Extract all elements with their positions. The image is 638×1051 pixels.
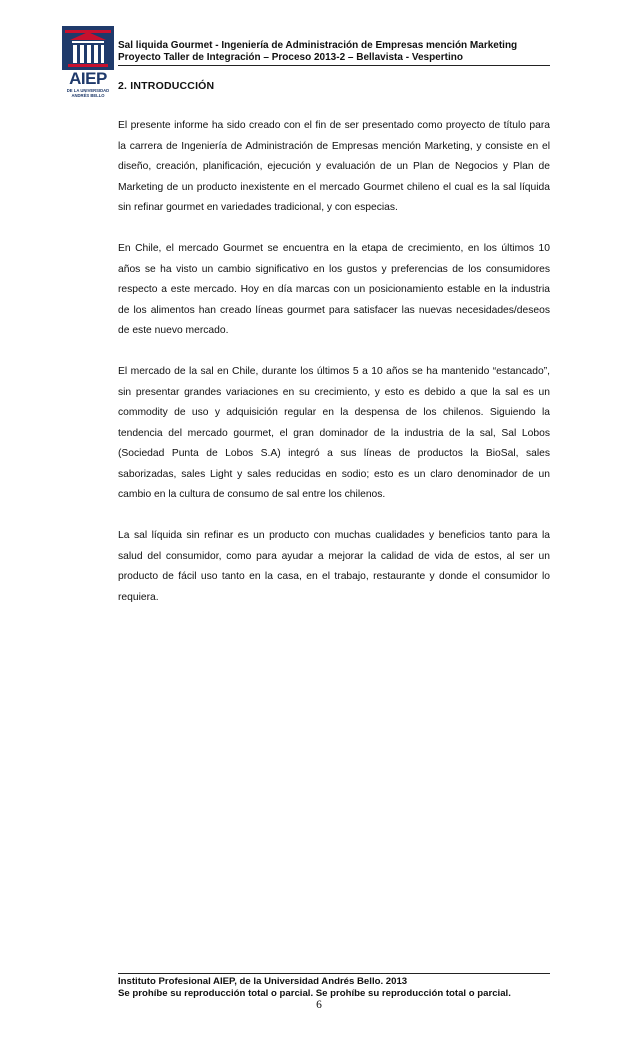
header-divider <box>118 65 550 66</box>
footer-line-2: Se prohíbe su reproducción total o parcial. Se prohíbe su reproducción total o parcial. <box>118 987 511 999</box>
footer-divider <box>118 973 550 974</box>
footer-line-1: Instituto Profesional AIEP, de la Universidad Andrés Bello. 2013 <box>118 976 408 987</box>
paragraph: En Chile, el mercado Gourmet se encuentra en la etapa de crecimiento, en los últimos 10 años se ha visto un cambio significativo en los gustos y preferencias de los consumidores respecto a este mercado. Hoy en día marcas con un posicionamiento estable en la industria de los alimentos han creado líneas gourmet para satisfacer las nuevas necesidades/deseos de este nuevo mercado. <box>118 243 550 336</box>
logo-subtitle <box>62 88 114 98</box>
page-number: 6 <box>316 999 322 1011</box>
body-text <box>118 116 550 629</box>
header-line-2: Proyecto Taller de Integración – Proceso 2013-2 – Bellavista - Vespertino <box>118 52 463 63</box>
logo-brand: AIEP <box>69 69 107 88</box>
logo-subtitle-line2: ANDRÉS BELLO <box>71 93 105 98</box>
paragraph: El presente informe ha sido creado con el fin de ser presentado como proyecto de título para la carrera de Ingeniería de Administración de Empresas mención Marketing, y consiste en el diseño, creación, planificación, ejecución y evaluación de un Plan de Negocios y Plan de Marketing de un producto inexistente en el mercado Gourmet chileno el cual es la sal líquida sin refinar gourmet en variedades tradicional, y con especias. <box>118 120 550 213</box>
aiep-logo <box>62 26 114 96</box>
paragraph: La sal líquida sin refinar es un producto con muchas cualidades y beneficios tanto para la salud del consumidor, como para ayudar a mejorar la calidad de vida de estos, al ser un producto de fácil uso tanto en la casa, en el trabajo, restaurante y donde el consumidor lo requiera. <box>118 530 550 603</box>
page-header <box>118 40 550 64</box>
paragraph: El mercado de la sal en Chile, durante los últimos 5 a 10 años se ha mantenido “estancado”, sin presentar grandes variaciones en su crecimiento, y esto es debido a que la sal es un commodity de uso y adquisición regular en la despensa de los chilenos. Siguiendo la tendencia del mercado gourmet, el gran dominador de la industria de la sal, Sal Lobos (Sociedad Punta de Lobos S.A) integró a sus líneas de productos la BioSal, sales saborizadas, sales Light y sales reducidas en sodio; esto es un claro denominador de un cambio en la cultura de consumo de sal entre los chilenos. <box>118 366 550 500</box>
aiep-building-icon <box>62 26 114 70</box>
section-title: 2. INTRODUCCIÓN <box>118 80 215 92</box>
header-line-1: Sal liquida Gourmet - Ingeniería de Administración de Empresas mención Marketing <box>118 40 518 51</box>
page-footer <box>118 976 558 999</box>
logo-subtitle-line1: DE LA UNIVERSIDAD <box>66 88 110 93</box>
